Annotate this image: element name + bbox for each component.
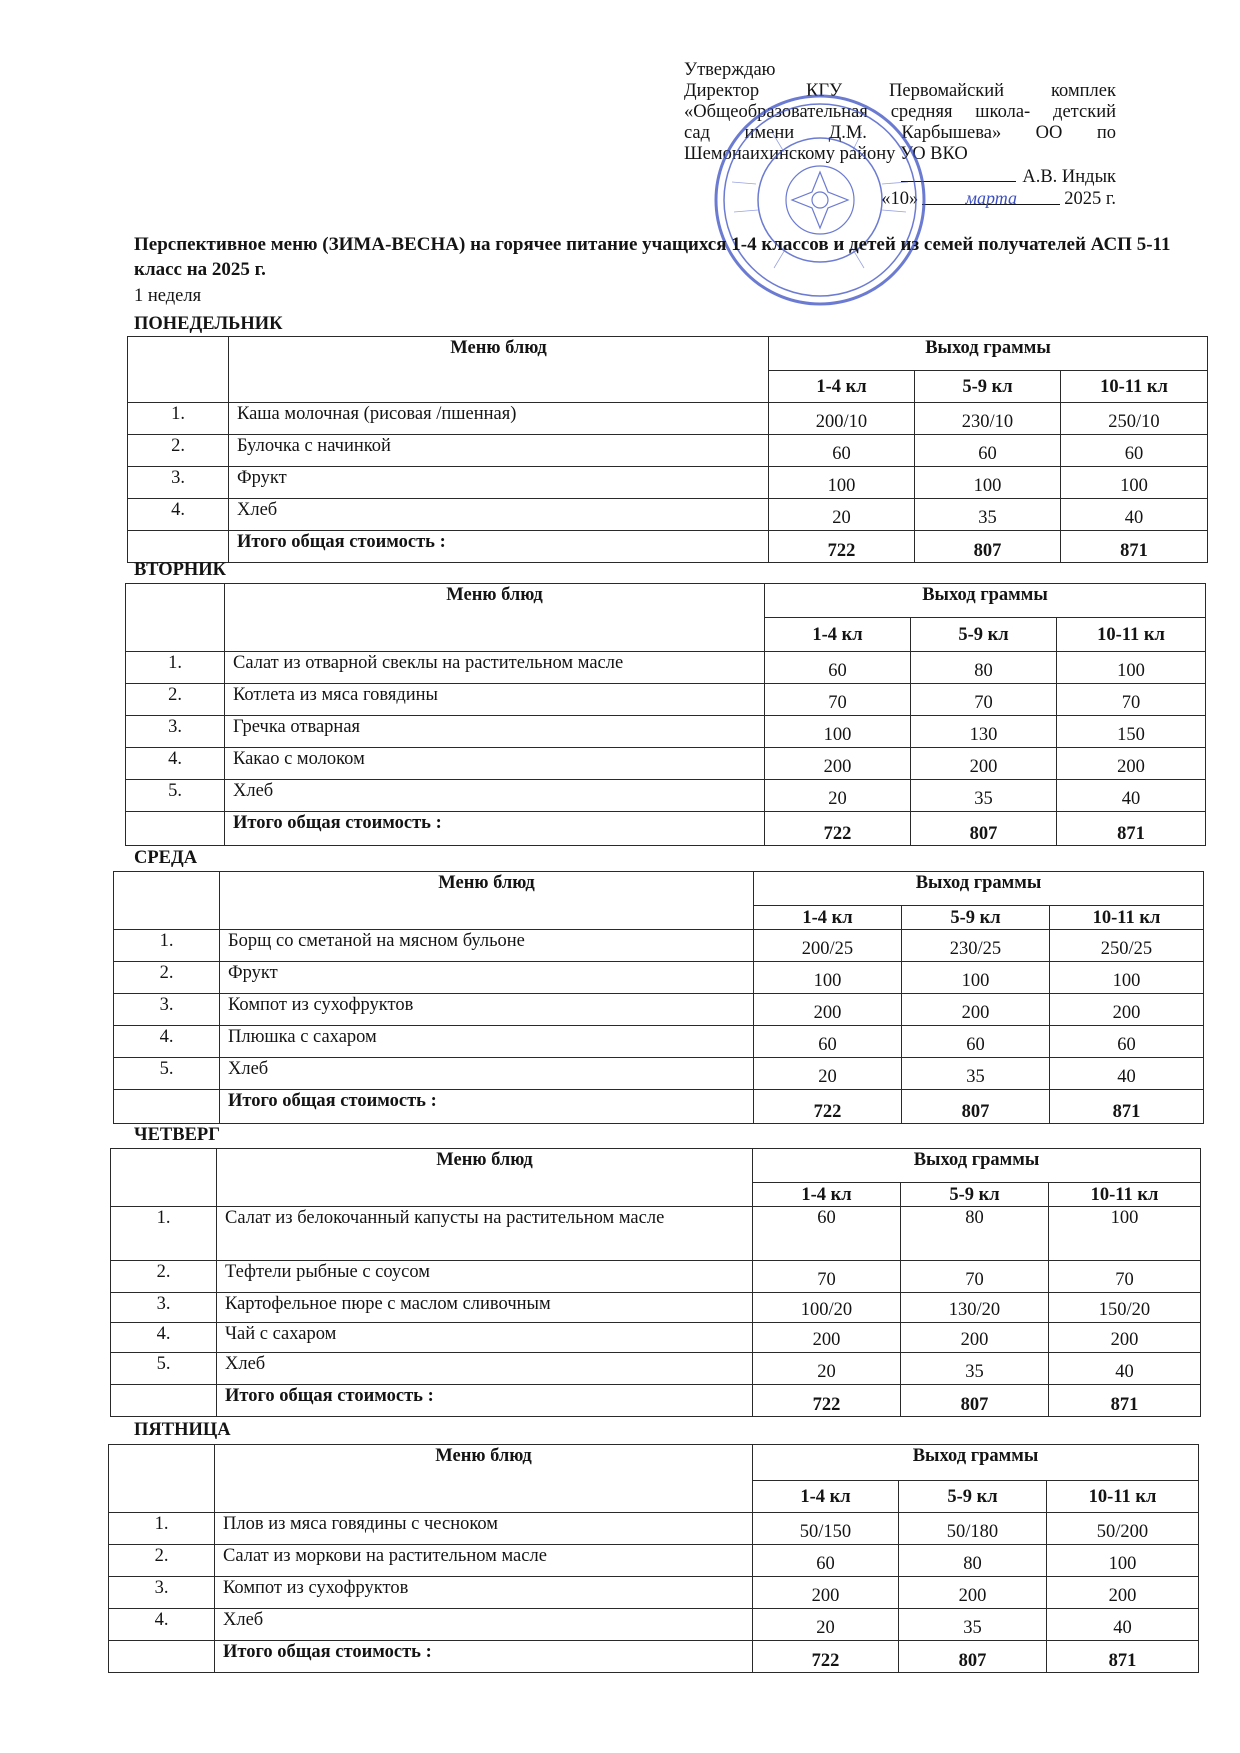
row-grams-5-9: 100 [902, 962, 1050, 994]
row-grams-10-11: 40 [1061, 499, 1208, 531]
row-number: 5. [126, 780, 225, 812]
header-number [114, 872, 220, 930]
approval-heading: Утверждаю [684, 60, 776, 80]
total-row [109, 1641, 1199, 1673]
approval-date-year: 2025 г. [1064, 189, 1116, 209]
row-grams-10-11: 70 [1049, 1261, 1201, 1293]
row-grams-5-9: 60 [902, 1026, 1050, 1058]
row-grams-5-9: 100 [915, 467, 1061, 499]
total-5-9: 807 [902, 1090, 1050, 1124]
row-grams-10-11: 100 [1061, 467, 1208, 499]
row-dish: Тефтели рыбные с соусом [217, 1261, 753, 1293]
row-dish: Компот из сухофруктов [220, 994, 754, 1026]
row-number: 3. [109, 1577, 215, 1609]
row-grams-5-9: 200 [911, 748, 1057, 780]
row-grams-10-11: 100 [1049, 1207, 1201, 1261]
row-dish: Салат из моркови на растительном масле [215, 1545, 753, 1577]
day-title-monday: ПОНЕДЕЛЬНИК [134, 314, 283, 334]
total-10-11: 871 [1050, 1090, 1204, 1124]
row-grams-5-9: 200 [902, 994, 1050, 1026]
menu-table-friday [108, 1444, 1199, 1673]
total-1-4: 722 [753, 1385, 901, 1417]
header-grade-10-11: 10-11 кл [1061, 371, 1208, 403]
table-row [126, 748, 1206, 780]
row-number: 4. [111, 1323, 217, 1353]
document-title: Перспективное меню (ЗИМА-ВЕСНА) на горячее питание учащихся 1-4 классов и детей из семей получателей АСП 5-11 класс на 2025 г. [134, 234, 1171, 280]
total-row [128, 531, 1208, 563]
total-empty-cell [128, 531, 229, 563]
row-grams-5-9: 70 [911, 684, 1057, 716]
row-grams-1-4: 20 [769, 499, 915, 531]
row-grams-1-4: 60 [754, 1026, 902, 1058]
total-label: Итого общая стоимость : [215, 1641, 753, 1673]
total-empty-cell [114, 1090, 220, 1124]
header-number [126, 584, 225, 652]
approval-district: Шемонаихинскому району УО ВКО [684, 144, 968, 164]
row-grams-1-4: 20 [753, 1353, 901, 1385]
row-number: 1. [114, 930, 220, 962]
row-grams-10-11: 40 [1047, 1609, 1199, 1641]
total-10-11: 871 [1047, 1641, 1199, 1673]
table-row [126, 684, 1206, 716]
row-grams-5-9: 35 [901, 1353, 1049, 1385]
row-number: 1. [111, 1207, 217, 1261]
day-title-friday: ПЯТНИЦА [134, 1420, 231, 1440]
row-grams-1-4: 200 [753, 1577, 899, 1609]
day-title-wednesday: СРЕДА [134, 848, 198, 868]
row-grams-10-11: 250/10 [1061, 403, 1208, 435]
row-number: 5. [111, 1353, 217, 1385]
total-1-4: 722 [754, 1090, 902, 1124]
total-5-9: 807 [901, 1385, 1049, 1417]
total-empty-cell [126, 812, 225, 846]
row-dish: Хлеб [217, 1353, 753, 1385]
header-output: Выход граммы [753, 1445, 1199, 1481]
day-title-thursday: ЧЕТВЕРГ [134, 1125, 221, 1145]
row-grams-5-9: 35 [915, 499, 1061, 531]
row-dish: Фрукт [220, 962, 754, 994]
row-dish: Борщ со сметаной на мясном бульоне [220, 930, 754, 962]
row-grams-1-4: 200 [765, 748, 911, 780]
row-grams-1-4: 50/150 [753, 1513, 899, 1545]
row-grams-5-9: 70 [901, 1261, 1049, 1293]
header-menu: Меню блюд [229, 337, 769, 403]
table-row [109, 1577, 1199, 1609]
row-grams-1-4: 60 [765, 652, 911, 684]
approval-date-day: «10» [881, 189, 919, 209]
total-1-4: 722 [765, 812, 911, 846]
row-grams-5-9: 35 [899, 1609, 1047, 1641]
table-row [109, 1513, 1199, 1545]
header-number [111, 1149, 217, 1207]
total-label: Итого общая стоимость : [220, 1090, 754, 1124]
table-row [109, 1545, 1199, 1577]
row-grams-5-9: 230/10 [915, 403, 1061, 435]
header-output: Выход граммы [754, 872, 1204, 906]
day-title-tuesday: ВТОРНИК [134, 560, 227, 580]
header-grade-1-4: 1-4 кл [769, 371, 915, 403]
row-dish: Чай с сахаром [217, 1323, 753, 1353]
row-dish: Хлеб [215, 1609, 753, 1641]
row-grams-5-9: 80 [901, 1207, 1049, 1261]
row-grams-5-9: 200 [901, 1323, 1049, 1353]
row-dish: Каша молочная (рисовая /пшенная) [229, 403, 769, 435]
table-row [111, 1353, 1201, 1385]
row-number: 3. [128, 467, 229, 499]
row-grams-1-4: 200/10 [769, 403, 915, 435]
header-output: Выход граммы [769, 337, 1208, 371]
row-grams-10-11: 40 [1050, 1058, 1204, 1090]
row-grams-10-11: 200 [1049, 1323, 1201, 1353]
table-row [114, 962, 1204, 994]
row-number: 5. [114, 1058, 220, 1090]
row-grams-1-4: 70 [753, 1261, 901, 1293]
menu-table-tuesday [125, 583, 1206, 846]
row-grams-10-11: 150/20 [1049, 1293, 1201, 1323]
row-number: 2. [111, 1261, 217, 1293]
table-row [111, 1293, 1201, 1323]
header-menu: Меню блюд [217, 1149, 753, 1207]
table-row [128, 435, 1208, 467]
row-grams-5-9: 50/180 [899, 1513, 1047, 1545]
total-row [111, 1385, 1201, 1417]
row-grams-5-9: 80 [899, 1545, 1047, 1577]
row-grams-1-4: 100 [765, 716, 911, 748]
row-grams-10-11: 200 [1057, 748, 1206, 780]
header-grade-5-9: 5-9 кл [911, 618, 1057, 652]
menu-table-wednesday [113, 871, 1204, 1124]
row-grams-5-9: 130/20 [901, 1293, 1049, 1323]
total-label: Итого общая стоимость : [225, 812, 765, 846]
row-dish: Салат из белокочанный капусты на растительном масле [217, 1207, 753, 1261]
row-grams-5-9: 200 [899, 1577, 1047, 1609]
table-row [128, 499, 1208, 531]
total-10-11: 871 [1049, 1385, 1201, 1417]
header-grade-10-11: 10-11 кл [1050, 906, 1204, 930]
row-grams-10-11: 50/200 [1047, 1513, 1199, 1545]
header-menu: Меню блюд [220, 872, 754, 930]
row-dish: Гречка отварная [225, 716, 765, 748]
row-dish: Хлеб [229, 499, 769, 531]
header-number [128, 337, 229, 403]
total-10-11: 871 [1061, 531, 1208, 563]
row-grams-1-4: 200/25 [754, 930, 902, 962]
row-number: 3. [126, 716, 225, 748]
row-grams-1-4: 60 [753, 1545, 899, 1577]
header-grade-1-4: 1-4 кл [765, 618, 911, 652]
table-row [111, 1207, 1201, 1261]
row-dish: Картофельное пюре с маслом сливочным [217, 1293, 753, 1323]
row-grams-1-4: 20 [765, 780, 911, 812]
table-row [126, 716, 1206, 748]
header-grade-5-9: 5-9 кл [901, 1183, 1049, 1207]
total-row [114, 1090, 1204, 1124]
header-menu: Меню блюд [215, 1445, 753, 1513]
header-output: Выход граммы [753, 1149, 1201, 1183]
header-output: Выход граммы [765, 584, 1206, 618]
header-grade-1-4: 1-4 кл [753, 1183, 901, 1207]
row-grams-5-9: 230/25 [902, 930, 1050, 962]
total-empty-cell [111, 1385, 217, 1417]
row-grams-1-4: 200 [753, 1323, 901, 1353]
row-grams-10-11: 100 [1047, 1545, 1199, 1577]
total-label: Итого общая стоимость : [217, 1385, 753, 1417]
row-grams-10-11: 40 [1057, 780, 1206, 812]
row-grams-10-11: 40 [1049, 1353, 1201, 1385]
row-grams-10-11: 200 [1047, 1577, 1199, 1609]
table-row [111, 1261, 1201, 1293]
row-grams-5-9: 60 [915, 435, 1061, 467]
header-grade-10-11: 10-11 кл [1049, 1183, 1201, 1207]
table-row [114, 1026, 1204, 1058]
row-grams-5-9: 80 [911, 652, 1057, 684]
total-label: Итого общая стоимость : [229, 531, 769, 563]
row-grams-1-4: 100 [754, 962, 902, 994]
row-dish: Хлеб [225, 780, 765, 812]
total-5-9: 807 [899, 1641, 1047, 1673]
approval-school-line2: сад имени Д.М. Карбышева» ОО по [684, 123, 1116, 143]
row-grams-10-11: 70 [1057, 684, 1206, 716]
total-5-9: 807 [915, 531, 1061, 563]
row-grams-5-9: 35 [911, 780, 1057, 812]
row-grams-1-4: 100 [769, 467, 915, 499]
header-grade-5-9: 5-9 кл [899, 1481, 1047, 1513]
row-dish: Компот из сухофруктов [215, 1577, 753, 1609]
table-row [109, 1609, 1199, 1641]
row-dish: Какао с молоком [225, 748, 765, 780]
row-number: 2. [109, 1545, 215, 1577]
row-number: 4. [109, 1609, 215, 1641]
header-grade-5-9: 5-9 кл [915, 371, 1061, 403]
row-grams-10-11: 200 [1050, 994, 1204, 1026]
row-grams-1-4: 60 [753, 1207, 901, 1261]
row-grams-10-11: 100 [1057, 652, 1206, 684]
row-grams-10-11: 100 [1050, 962, 1204, 994]
approval-date-month: марта [922, 188, 1060, 205]
row-number: 1. [109, 1513, 215, 1545]
row-dish: Фрукт [229, 467, 769, 499]
header-menu: Меню блюд [225, 584, 765, 652]
row-number: 4. [126, 748, 225, 780]
row-number: 4. [114, 1026, 220, 1058]
table-row [114, 1058, 1204, 1090]
table-row [128, 467, 1208, 499]
row-number: 1. [128, 403, 229, 435]
row-grams-1-4: 20 [754, 1058, 902, 1090]
row-dish: Салат из отварной свеклы на растительном масле [225, 652, 765, 684]
total-1-4: 722 [753, 1641, 899, 1673]
row-dish: Хлеб [220, 1058, 754, 1090]
row-grams-5-9: 35 [902, 1058, 1050, 1090]
row-number: 1. [126, 652, 225, 684]
header-grade-1-4: 1-4 кл [754, 906, 902, 930]
total-empty-cell [109, 1641, 215, 1673]
row-dish: Плов из мяса говядины с чесноком [215, 1513, 753, 1545]
row-dish: Булочка с начинкой [229, 435, 769, 467]
header-number [109, 1445, 215, 1513]
row-grams-5-9: 130 [911, 716, 1057, 748]
row-number: 2. [126, 684, 225, 716]
menu-table-monday [127, 336, 1208, 563]
row-dish: Котлета из мяса говядины [225, 684, 765, 716]
row-grams-1-4: 100/20 [753, 1293, 901, 1323]
total-row [126, 812, 1206, 846]
header-grade-10-11: 10-11 кл [1057, 618, 1206, 652]
row-grams-10-11: 60 [1061, 435, 1208, 467]
row-grams-10-11: 250/25 [1050, 930, 1204, 962]
table-row [114, 930, 1204, 962]
table-row [126, 652, 1206, 684]
approval-signer: А.В. Индык [1022, 167, 1116, 187]
approval-school-line1: «Общеобразовательная средняя школа- детский [684, 102, 1116, 122]
row-dish: Плюшка с сахаром [220, 1026, 754, 1058]
header-grade-10-11: 10-11 кл [1047, 1481, 1199, 1513]
row-grams-10-11: 60 [1050, 1026, 1204, 1058]
row-number: 4. [128, 499, 229, 531]
table-row [128, 403, 1208, 435]
row-number: 3. [114, 994, 220, 1026]
table-row [111, 1323, 1201, 1353]
header-grade-5-9: 5-9 кл [902, 906, 1050, 930]
row-number: 2. [114, 962, 220, 994]
total-10-11: 871 [1057, 812, 1206, 846]
row-grams-1-4: 200 [754, 994, 902, 1026]
week-label: 1 неделя [134, 286, 202, 306]
table-row [114, 994, 1204, 1026]
row-grams-1-4: 70 [765, 684, 911, 716]
approval-position: Директор КГУ Первомайский комплек [684, 81, 1116, 101]
row-grams-1-4: 20 [753, 1609, 899, 1641]
row-number: 3. [111, 1293, 217, 1323]
row-grams-1-4: 60 [769, 435, 915, 467]
row-grams-10-11: 150 [1057, 716, 1206, 748]
total-5-9: 807 [911, 812, 1057, 846]
table-row [126, 780, 1206, 812]
row-number: 2. [128, 435, 229, 467]
total-1-4: 722 [769, 531, 915, 563]
header-grade-1-4: 1-4 кл [753, 1481, 899, 1513]
menu-table-thursday [110, 1148, 1201, 1417]
